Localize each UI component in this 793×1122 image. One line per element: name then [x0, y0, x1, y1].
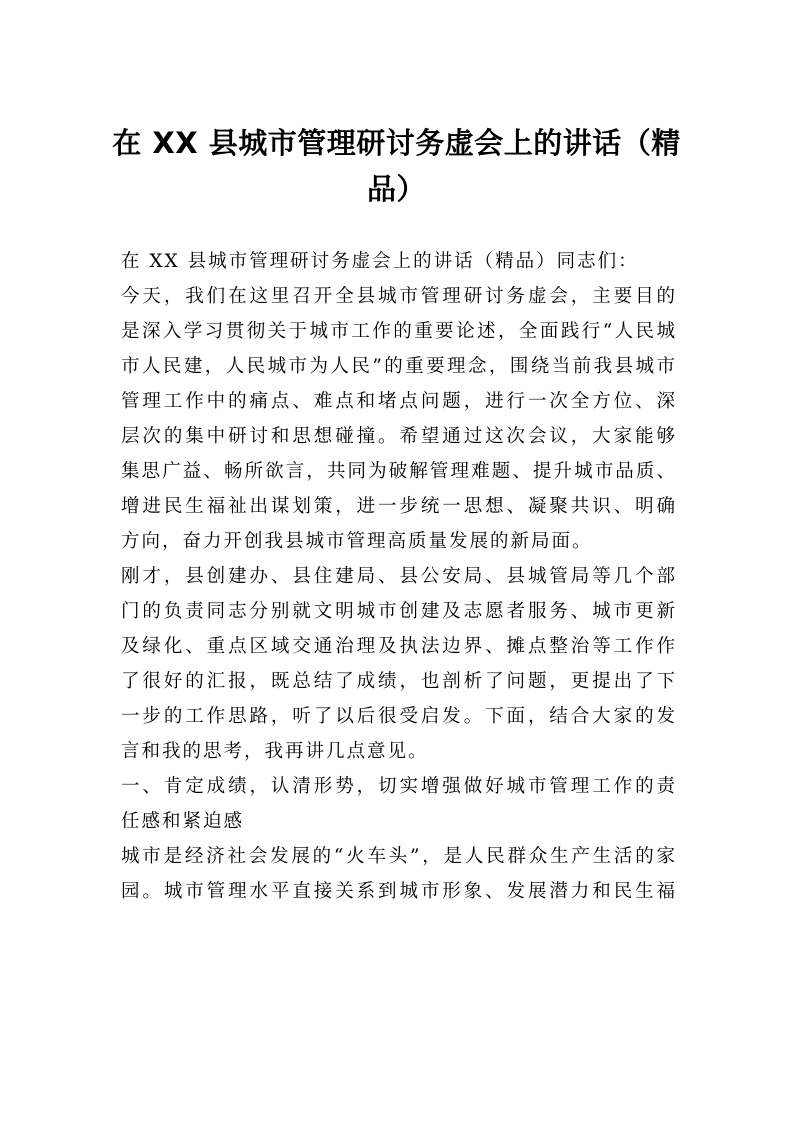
document-body: [121, 244, 677, 909]
body-line: 园。城市管理水平直接关系到城市形象、发展潜力和民生福: [121, 881, 677, 902]
section-heading-line: 一、肯定成绩，认清形势，切实增强做好城市管理工作的责: [121, 776, 677, 797]
body-line: 一步的工作思路，听了以后很受启发。下面，结合大家的发: [121, 706, 677, 727]
body-line: 及绿化、重点区域交通治理及执法边界、摊点整治等工作作: [121, 636, 677, 657]
body-line: 言和我的思考，我再讲几点意见。: [121, 741, 429, 762]
body-line: 增进民生福祉出谋划策，进一步统一思想、凝聚共识、明确: [121, 496, 677, 517]
title-line-2: 品）: [366, 172, 426, 206]
body-line: 了很好的汇报，既总结了成绩，也剖析了问题，更提出了下: [121, 671, 677, 692]
section-heading-line: 任感和紧迫感: [121, 811, 245, 832]
body-line: 今天，我们在这里召开全县城市管理研讨务虚会，主要目的: [121, 286, 677, 307]
greeting-line: 在 XX 县城市管理研讨务虚会上的讲话（精品）同志们：: [121, 251, 639, 272]
body-line: 门的负责同志分别就文明城市创建及志愿者服务、城市更新: [121, 601, 677, 622]
body-line: 市人民建，人民城市为人民”的重要理念，围绕当前我县城市: [121, 356, 677, 377]
body-line: 层次的集中研讨和思想碰撞。希望通过这次会议，大家能够: [121, 426, 677, 447]
body-line: 集思广益、畅所欲言，共同为破解管理难题、提升城市品质、: [121, 461, 677, 482]
title-line-1: 在 XX 县城市管理研讨务虚会上的讲话（精: [112, 126, 681, 160]
document-title: [110, 120, 683, 212]
body-line: 方向，奋力开创我县城市管理高质量发展的新局面。: [121, 531, 593, 552]
body-line: 管理工作中的痛点、难点和堵点问题，进行一次全方位、深: [121, 391, 677, 412]
body-line: 城市是经济社会发展的“火车头”，是人民群众生产生活的家: [121, 846, 677, 867]
body-line: 是深入学习贯彻关于城市工作的重要论述，全面践行“人民城: [121, 321, 677, 342]
body-line: 刚才，县创建办、县住建局、县公安局、县城管局等几个部: [121, 566, 677, 587]
